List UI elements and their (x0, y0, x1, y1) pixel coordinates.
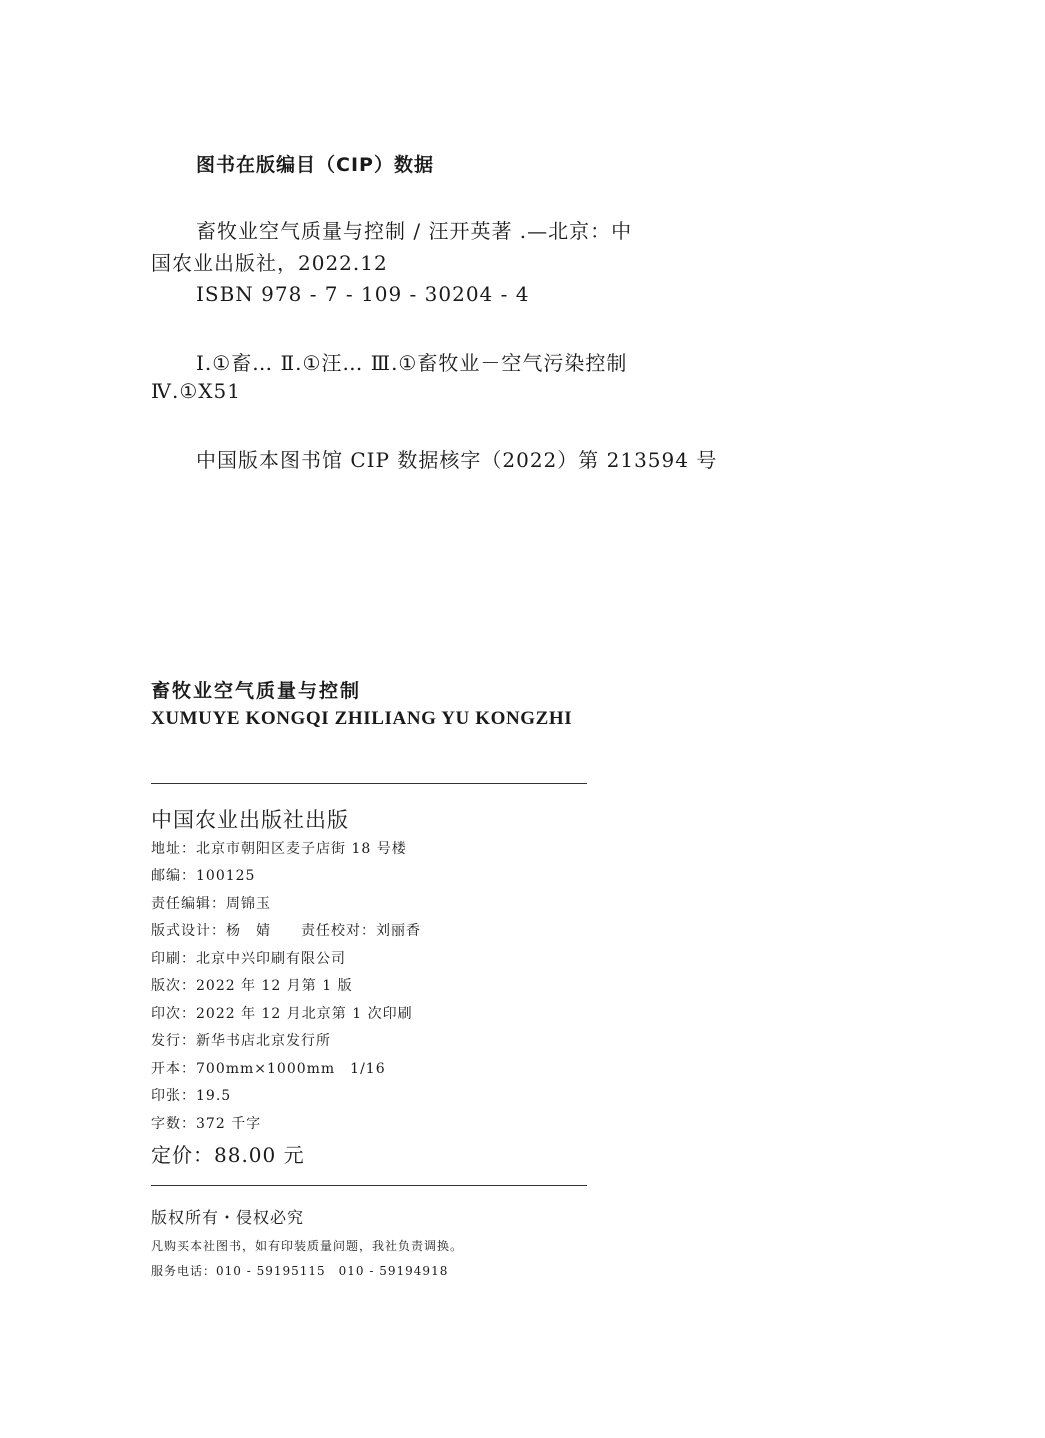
book-title: 畜牧业空气质量与控制 (151, 680, 362, 702)
price: 定价：88.00 元 (151, 1143, 305, 1167)
postcode: 邮编：100125 (151, 868, 256, 884)
format: 开本：700mm×1000mm 1/16 (151, 1061, 386, 1077)
quality-guarantee: 凡购买本社图书，如有印装质量问题，我社负责调换。 (151, 1239, 464, 1253)
cip-line-2: 国农业出版社，2022.12 (151, 251, 388, 275)
cip-line-1: 畜牧业空气质量与控制 / 汪开英著 .—北京：中 (196, 219, 633, 243)
cip-heading: 图书在版编目（CIP）数据 (196, 154, 434, 176)
address: 地址：北京市朝阳区麦子店街 18 号楼 (151, 841, 407, 857)
design-and-proofreader: 版式设计：杨 婧 责任校对：刘丽香 (151, 923, 421, 939)
printer: 印刷：北京中兴印刷有限公司 (151, 951, 346, 967)
word-count: 字数：372 千字 (151, 1116, 262, 1132)
distributor: 发行：新华书店北京发行所 (151, 1033, 331, 1049)
service-phone: 服务电话：010 - 59195115 010 - 59194918 (151, 1264, 449, 1278)
cip-isbn: ISBN 978 - 7 - 109 - 30204 - 4 (196, 282, 530, 306)
printed-sheets: 印张：19.5 (151, 1088, 232, 1104)
printing: 印次：2022 年 12 月北京第 1 次印刷 (151, 1006, 413, 1022)
book-title-pinyin: XUMUYE KONGQI ZHILIANG YU KONGZHI (151, 708, 573, 729)
cip-record-number: 中国版本图书馆 CIP 数据核字（2022）第 213594 号 (196, 448, 718, 472)
top-divider (151, 783, 587, 784)
cip-classification: Ⅰ.①畜… Ⅱ.①汪… Ⅲ.①畜牧业－空气污染控制 (196, 351, 628, 375)
cip-classification-cont: Ⅳ.①X51 (151, 379, 241, 403)
copyright-notice: 版权所有・侵权必究 (151, 1208, 305, 1227)
bottom-divider (151, 1185, 587, 1186)
responsible-editor: 责任编辑：周锦玉 (151, 896, 271, 912)
publisher-line: 中国农业出版社出版 (151, 808, 349, 832)
edition: 版次：2022 年 12 月第 1 版 (151, 978, 353, 994)
